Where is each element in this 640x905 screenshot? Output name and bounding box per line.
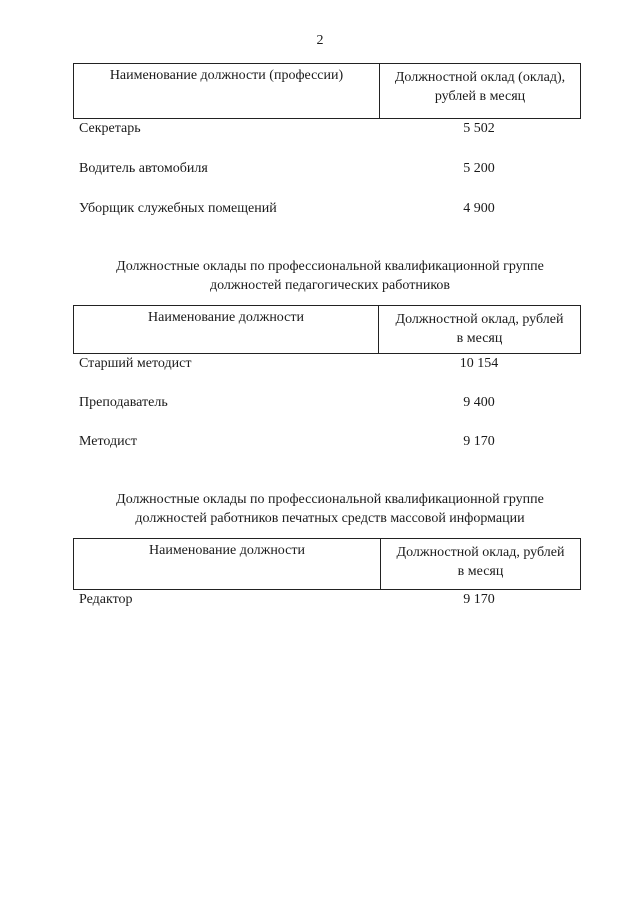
- table-row: [79, 121, 579, 141]
- salary-value: 9 170: [463, 434, 495, 449]
- position-name: Методист: [79, 434, 137, 449]
- salary-value: 9 400: [463, 395, 495, 410]
- position-name: Секретарь: [79, 121, 141, 136]
- table1-header-salary: [380, 64, 580, 118]
- table2-header-salary-line2: в месяц: [456, 331, 503, 346]
- table3-header-salary-line2: в месяц: [457, 564, 504, 579]
- page-number: 2: [316, 33, 324, 48]
- section3-title-line2: должностей работников печатных средств массовой информации: [135, 511, 525, 526]
- table-row: [79, 434, 579, 454]
- table3-header: [73, 538, 581, 590]
- table2-header-salary-line1: Должностной оклад, рублей: [395, 312, 564, 327]
- table1-header-position: Наименование должности (профессии): [74, 64, 380, 118]
- table1-header: [73, 63, 581, 119]
- table2-header: [73, 305, 581, 354]
- section2-title-line2: должностей педагогических работников: [209, 278, 451, 293]
- section3-title: [60, 490, 600, 528]
- table3-header-salary-line1: Должностной оклад, рублей: [396, 545, 565, 560]
- table-row: [79, 161, 579, 181]
- table2-header-salary: [379, 306, 580, 353]
- salary-value: 4 900: [463, 201, 495, 216]
- table1-header-salary-line1: Должностной оклад (оклад),: [394, 70, 566, 85]
- table2-header-position: Наименование должности: [74, 306, 379, 353]
- table-row: [79, 356, 579, 376]
- section2-title-line1: Должностные оклады по профессиональной квалификационной группе: [116, 259, 544, 274]
- salary-value: 5 502: [463, 121, 495, 136]
- position-name: Старший методист: [79, 356, 192, 371]
- table3-header-position: Наименование должности: [74, 539, 381, 589]
- section2-title: [60, 257, 600, 295]
- salary-value: 5 200: [463, 161, 495, 176]
- table-row: [79, 592, 579, 612]
- table-row: [79, 395, 579, 415]
- position-name: Редактор: [79, 592, 133, 607]
- salary-value: 10 154: [459, 356, 499, 371]
- table-row: [79, 201, 579, 221]
- salary-value: 9 170: [463, 592, 495, 607]
- table3-header-salary: [381, 539, 580, 589]
- position-name: Водитель автомобиля: [79, 161, 208, 176]
- section3-title-line1: Должностные оклады по профессиональной квалификационной группе: [116, 492, 544, 507]
- position-name: Преподаватель: [79, 395, 168, 410]
- position-name: Уборщик служебных помещений: [79, 201, 277, 216]
- table1-header-salary-line2: рублей в месяц: [434, 89, 526, 104]
